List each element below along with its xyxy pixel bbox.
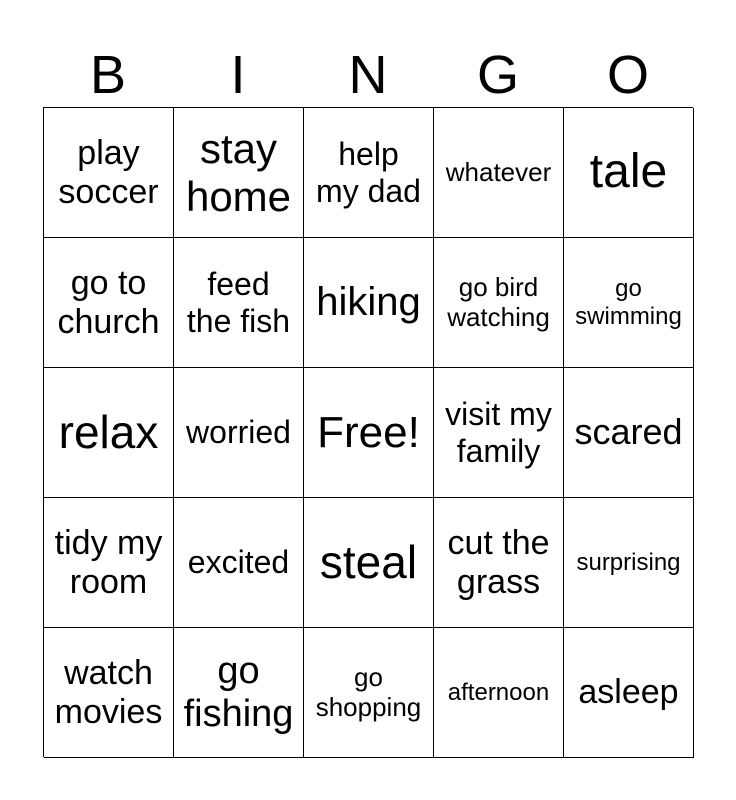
bingo-cell-r2-c5[interactable] bbox=[564, 238, 694, 368]
bingo-cell-r5-c5[interactable] bbox=[564, 628, 694, 758]
bingo-cell-r5-c2[interactable] bbox=[174, 628, 304, 758]
bingo-cell-r1-c3[interactable] bbox=[304, 108, 434, 238]
header-letter-n: N bbox=[348, 45, 388, 105]
bingo-cell-r2-c4[interactable] bbox=[434, 238, 564, 368]
cell-text: whatever bbox=[445, 156, 552, 187]
cell-text: tidy my room bbox=[54, 524, 163, 601]
cell-text: go to church bbox=[57, 264, 160, 341]
cell-text: excited bbox=[187, 544, 290, 581]
cell-text: go bird watching bbox=[447, 272, 550, 332]
cell-text: stay home bbox=[185, 125, 292, 220]
cell-text: visit my family bbox=[445, 396, 552, 469]
cell-text: go fishing bbox=[183, 649, 294, 735]
bingo-cell-r3-c5[interactable] bbox=[564, 368, 694, 498]
header-letter-i: I bbox=[230, 45, 246, 105]
bingo-cell-r5-c1[interactable] bbox=[44, 628, 174, 758]
bingo-header bbox=[43, 44, 693, 106]
cell-text: cut the grass bbox=[447, 524, 550, 601]
cell-text: scared bbox=[574, 411, 683, 453]
bingo-cell-r4-c3[interactable] bbox=[304, 498, 434, 628]
bingo-cell-r3-c1[interactable] bbox=[44, 368, 174, 498]
bingo-cell-r3-c2[interactable] bbox=[174, 368, 304, 498]
cell-text: feed the fish bbox=[186, 266, 291, 339]
cell-text: go shopping bbox=[315, 662, 422, 722]
cell-text: asleep bbox=[578, 673, 679, 712]
header-letter-g: G bbox=[476, 45, 519, 105]
bingo-cell-r2-c3[interactable] bbox=[304, 238, 434, 368]
cell-text: go swimming bbox=[575, 275, 682, 330]
bingo-cell-r4-c2[interactable] bbox=[174, 498, 304, 628]
bingo-cell-r5-c3[interactable] bbox=[304, 628, 434, 758]
cell-text: hiking bbox=[316, 279, 421, 324]
header-letter-o: O bbox=[606, 45, 649, 105]
cell-text: help my dad bbox=[316, 136, 421, 209]
bingo-cell-r4-c1[interactable] bbox=[44, 498, 174, 628]
cell-text: steal bbox=[319, 535, 418, 588]
cell-text: Free! bbox=[317, 407, 420, 457]
bingo-cell-r3-c3-free[interactable] bbox=[304, 368, 434, 498]
cell-text: surprising bbox=[576, 548, 681, 576]
bingo-cell-r1-c2[interactable] bbox=[174, 108, 304, 238]
bingo-cell-r2-c1[interactable] bbox=[44, 238, 174, 368]
bingo-cell-r2-c2[interactable] bbox=[174, 238, 304, 368]
cell-text: watch movies bbox=[54, 654, 163, 731]
bingo-cell-r1-c5[interactable] bbox=[564, 108, 694, 238]
cell-text: tale bbox=[589, 145, 668, 199]
cell-text: afternoon bbox=[447, 678, 550, 706]
bingo-board bbox=[43, 107, 693, 757]
bingo-cell-r3-c4[interactable] bbox=[434, 368, 564, 498]
cell-text: relax bbox=[58, 405, 159, 458]
bingo-cell-r4-c4[interactable] bbox=[434, 498, 564, 628]
bingo-cell-r1-c4[interactable] bbox=[434, 108, 564, 238]
cell-text: worried bbox=[186, 414, 291, 451]
header-letter-b: B bbox=[89, 45, 127, 105]
bingo-cell-r1-c1[interactable] bbox=[44, 108, 174, 238]
cell-text: play soccer bbox=[58, 134, 159, 211]
bingo-cell-r5-c4[interactable] bbox=[434, 628, 564, 758]
bingo-cell-r4-c5[interactable] bbox=[564, 498, 694, 628]
